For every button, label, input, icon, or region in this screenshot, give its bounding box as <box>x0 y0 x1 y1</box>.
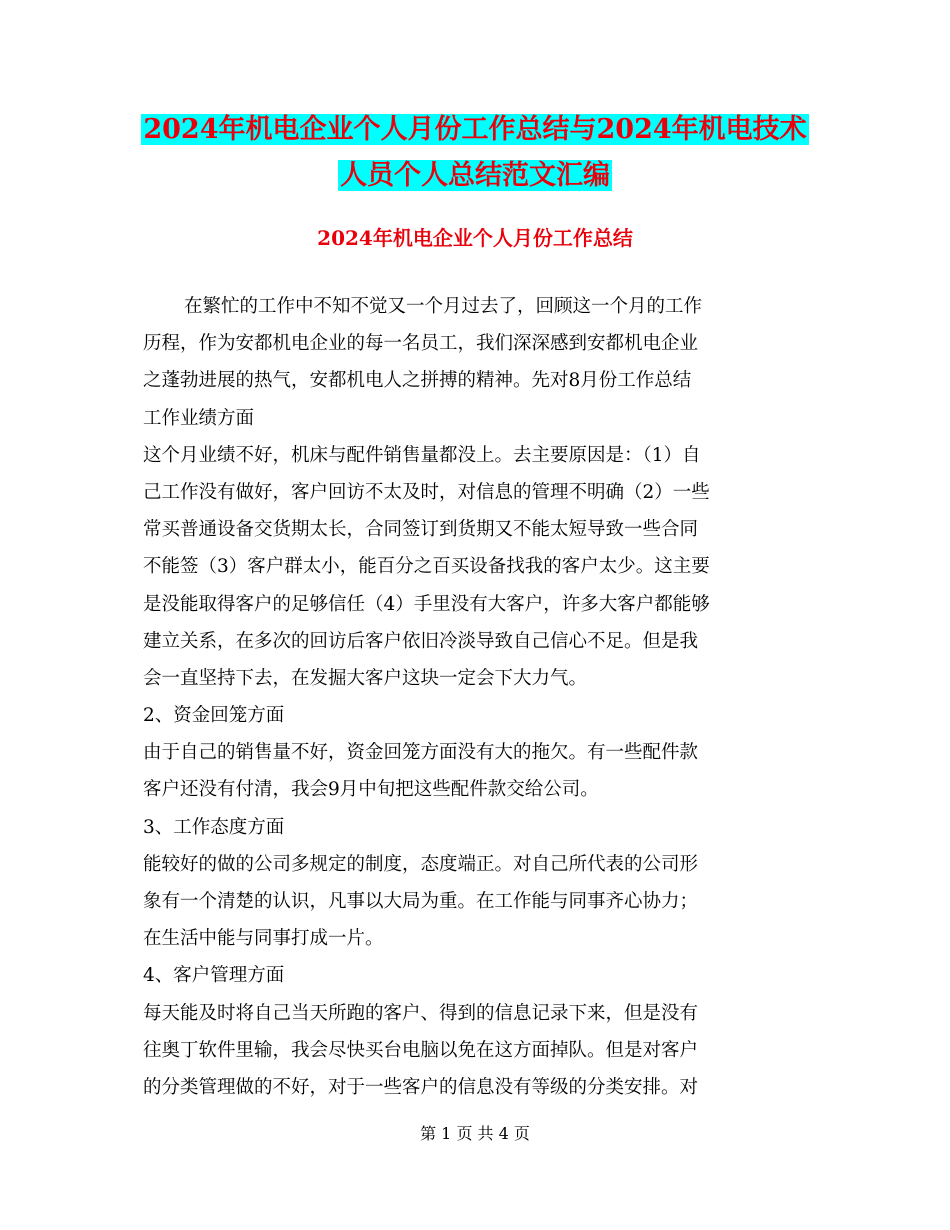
paragraph-line: 每天能及时将自己当天所跑的客户、得到的信息记录下来，但是没有 <box>143 1002 699 1024</box>
paragraph-line: 往奥丁软件里输，我会尽快买台电脑以免在这方面掉队。但是对客户 <box>143 1039 699 1061</box>
paragraph-line: 由于自己的销售量不好，资金回笼方面没有大的拖欠。有一些配件款 <box>143 742 699 764</box>
title-highlight-1: 2024年机电企业个人月份工作总结与2024年机电技术 <box>143 114 807 145</box>
paragraph-line: 历程，作为安都机电企业的每一名员工，我们深深感到安都机电企业 <box>143 333 699 355</box>
paragraph-line: 能较好的做的公司多规定的制度，态度端正。对自己所代表的公司形 <box>143 853 699 875</box>
section-title: 2024年机电企业个人月份工作总结 <box>317 226 633 250</box>
paragraph-line: 客户还没有付清，我会9月中旬把这些配件款交给公司。 <box>143 779 599 801</box>
paragraph-line: 象有一个清楚的认识，凡事以大局为重。在工作能与同事齐心协力； <box>143 891 699 912</box>
subheading: 4、客户管理方面 <box>143 965 285 987</box>
page-footer: 第 1 页 共 4 页 <box>420 1124 530 1143</box>
paragraph-line: 的分类管理做的不好，对于一些客户的信息没有等级的分类安排。对 <box>143 1076 699 1098</box>
subheading: 2、资金回笼方面 <box>143 705 285 727</box>
paragraph-line: 常买普通设备交货期太长，合同签订到货期又不能太短导致一些合同 <box>143 519 699 541</box>
paragraph-line: 在生活中能与同事打成一片。 <box>143 928 384 950</box>
paragraph-line: 建立关系，在多次的回访后客户依旧冷淡导致自己信心不足。但是我 <box>143 630 699 652</box>
paragraph-line: 在繁忙的工作中不知不觉又一个月过去了，回顾这一个月的工作 <box>184 296 703 317</box>
paragraph-line: 己工作没有做好，客户回访不太及时，对信息的管理不明确（2）一些 <box>143 481 710 503</box>
subheading: 工作业绩方面 <box>143 407 255 429</box>
paragraph-line: 不能签（3）客户群太小，能百分之百买设备找我的客户太少。这主要 <box>143 556 710 578</box>
paragraph-line: 是没能取得客户的足够信任（4）手里没有大客户，许多大客户都能够 <box>143 593 710 615</box>
subheading: 3、工作态度方面 <box>143 816 285 838</box>
paragraph-line: 之蓬勃进展的热气，安都机电人之拼搏的精神。先对8月份工作总结 <box>143 370 692 392</box>
paragraph-line: 这个月业绩不好，机床与配件销售量都没上。去主要原因是：（1）自 <box>143 444 701 466</box>
title-highlight-2: 人员个人总结范文汇编 <box>340 160 610 191</box>
document-title-line-2 <box>0 150 950 202</box>
paragraph-line: 会一直坚持下去，在发掘大客户这块一定会下大力气。 <box>143 667 588 689</box>
document-title-line-1 <box>0 104 950 156</box>
document-body <box>143 288 823 1106</box>
